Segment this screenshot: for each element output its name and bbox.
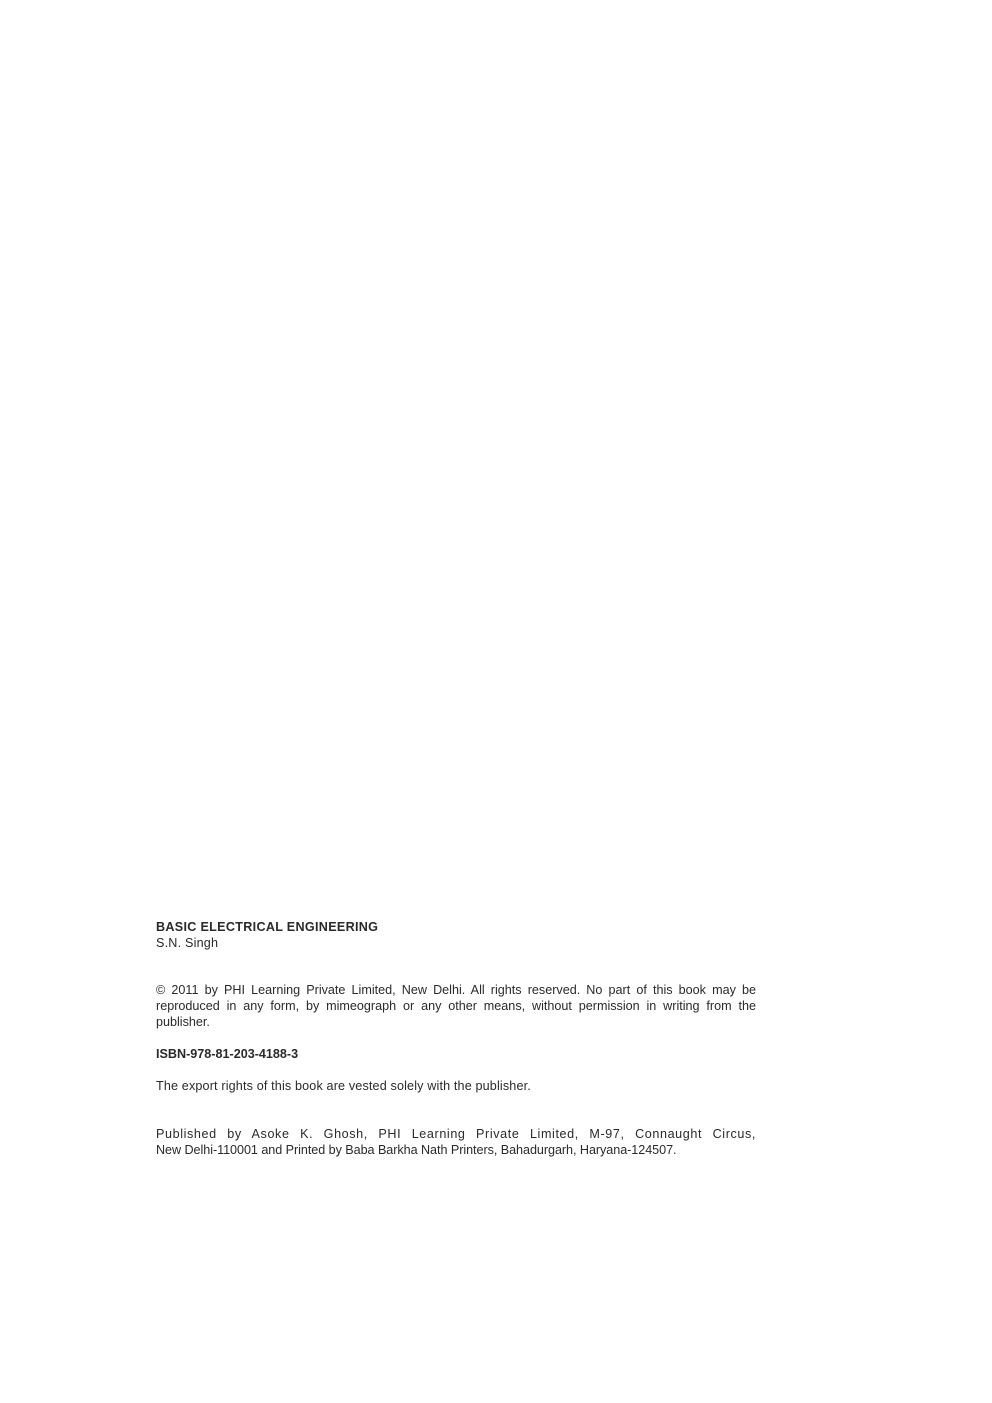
publisher-line-2: New Delhi-110001 and Printed by Baba Barkha Nath Printers, Bahadurgarh, Haryana-124507.: [156, 1143, 677, 1157]
publisher-info: [156, 1126, 756, 1158]
export-rights-notice: The export rights of this book are vested solely with the publisher.: [156, 1079, 531, 1093]
isbn: ISBN-978-81-203-4188-3: [156, 1047, 299, 1061]
book-title: BASIC ELECTRICAL ENGINEERING: [156, 920, 379, 934]
publisher-line-1: Published by Asoke K. Ghosh, PHI Learning Private Limited, M-97, Connaught Circus,: [156, 1127, 756, 1141]
imprint-block: [156, 919, 756, 1158]
copyright-notice: © 2011 by PHI Learning Private Limited, New Delhi. All rights reserved. No part of this book may be reproduced in any form, by mimeograph or any other means, without permission in writing from the publisher.: [156, 983, 756, 1029]
book-author: S.N. Singh: [156, 936, 219, 950]
